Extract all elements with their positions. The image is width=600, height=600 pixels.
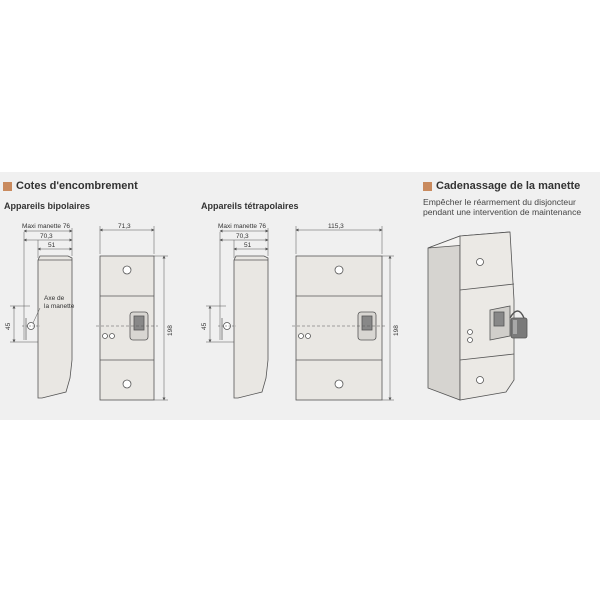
tetrapolaire-side-view: [206, 228, 268, 398]
dim-axis-bi: 45: [5, 322, 12, 330]
label-tetrapolaires: Appareils tétrapolaires: [201, 201, 299, 211]
desc-line-2: pendant une intervention de maintenance: [423, 207, 582, 217]
device-left-face: [428, 236, 460, 400]
axis-label-line1: Axe de: [44, 295, 65, 302]
dim-width-tetra: 115,3: [328, 223, 344, 230]
handle-lever: [494, 312, 504, 326]
section-title-cotes: Cotes d'encombrement: [16, 180, 138, 192]
screw-icon: [335, 266, 343, 274]
dim-height-tetra: 198: [393, 325, 400, 336]
indicator-icon: [103, 334, 108, 339]
device-side-outline: [38, 256, 72, 398]
axis-label-line2: la manette: [44, 303, 75, 310]
padlock-device-3d-view: [428, 232, 527, 400]
dim-width-bi: 71,3: [118, 223, 131, 230]
dim-axis-tetra: 45: [201, 322, 208, 330]
dim-depth-bi: 70,3: [40, 233, 53, 240]
section-title-cadenassage: Cadenassage de la manette: [436, 180, 581, 192]
indicator-icon: [306, 334, 311, 339]
indicator-icon: [468, 330, 473, 335]
indicator-icon: [468, 338, 473, 343]
dim-inner-bi: 51: [48, 242, 56, 249]
device-side-outline: [234, 256, 268, 398]
screw-icon: [477, 377, 484, 384]
handle-lever: [362, 316, 372, 330]
label-bipolaires: Appareils bipolaires: [4, 201, 91, 211]
screw-icon: [335, 380, 343, 388]
screw-icon: [123, 380, 131, 388]
dim-maxi-tetra: Maxi manette 76: [218, 223, 267, 230]
dim-height-bi: 198: [167, 325, 174, 336]
dim-inner-tetra: 51: [244, 242, 252, 249]
indicator-icon: [110, 334, 115, 339]
desc-line-1: Empêcher le réarmement du disjoncteur: [423, 197, 576, 207]
bipolaire-side-view: [10, 228, 72, 398]
indicator-icon: [299, 334, 304, 339]
dim-maxi-bi: Maxi manette 76: [22, 223, 71, 230]
screw-icon: [477, 259, 484, 266]
tetrapolaire-front-view: [292, 226, 394, 400]
dim-depth-tetra: 70,3: [236, 233, 249, 240]
screw-icon: [123, 266, 131, 274]
bipolaire-front-view: [96, 226, 168, 400]
handle-lever: [134, 316, 144, 330]
